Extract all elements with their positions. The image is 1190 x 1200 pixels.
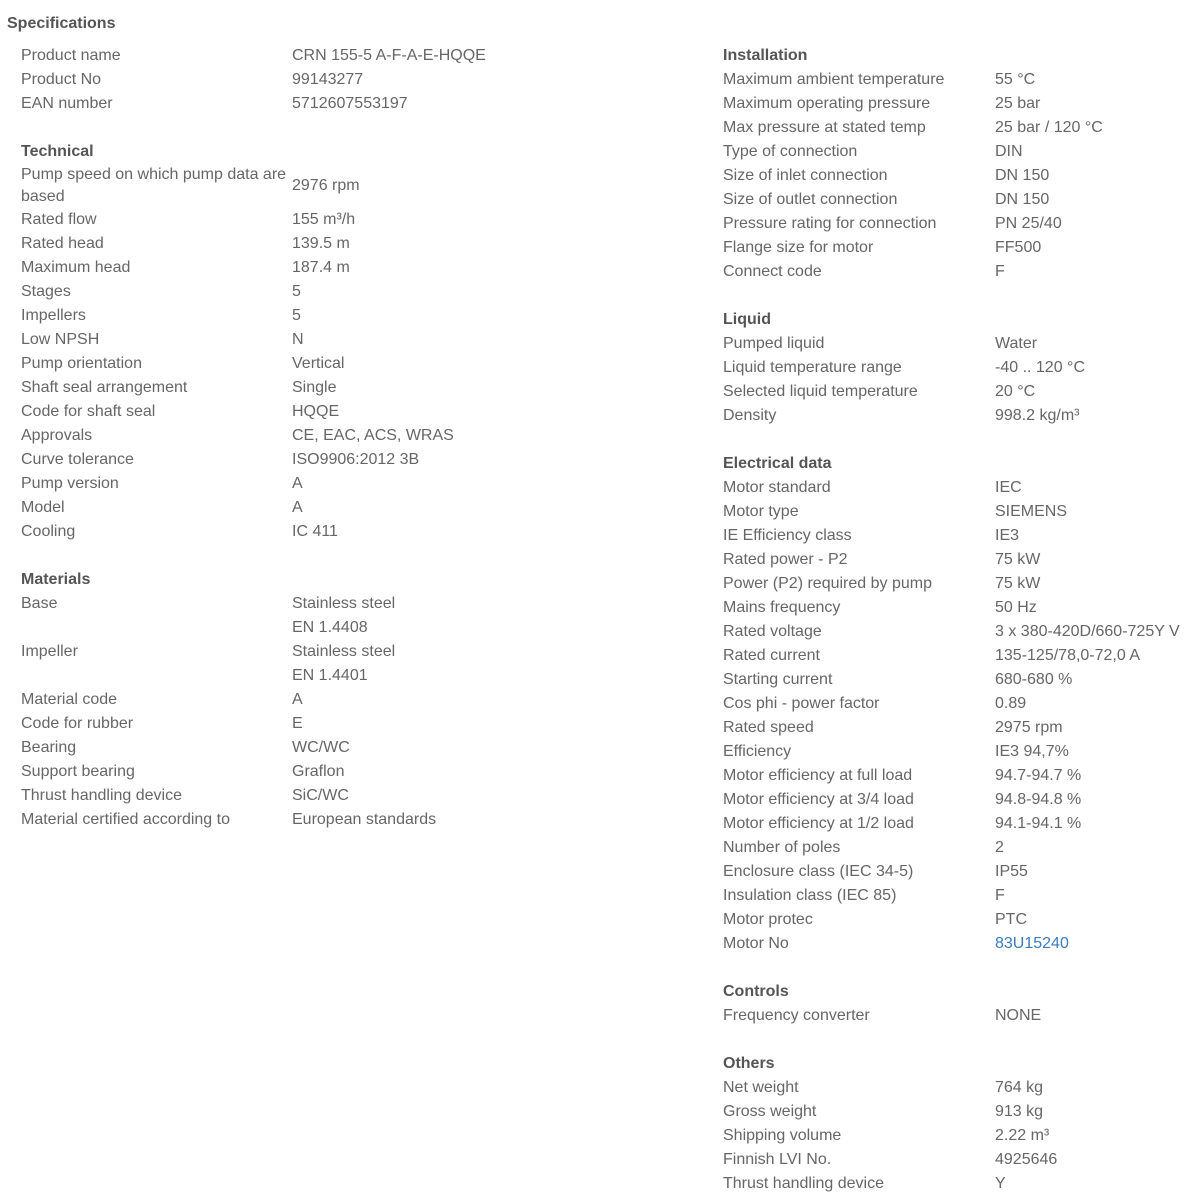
- spec-value: DN 150: [995, 191, 1050, 208]
- controls-rows: [723, 1004, 1190, 1028]
- spec-row: [21, 760, 581, 784]
- spec-value: Y: [995, 1175, 1006, 1192]
- spec-value: Stainless steel: [292, 595, 396, 612]
- spec-value: HQQE: [292, 403, 340, 420]
- spec-label: Motor efficiency at full load: [723, 767, 913, 784]
- spec-label: Pump version: [21, 475, 119, 492]
- electrical-rows: [723, 476, 1190, 932]
- spec-row: [723, 860, 1190, 884]
- spec-value: N: [292, 331, 304, 348]
- spec-row: [723, 884, 1190, 908]
- spec-value: 764 kg: [995, 1079, 1044, 1096]
- spec-label: IE Efficiency class: [723, 527, 852, 544]
- spec-row: [21, 520, 581, 544]
- section-electrical: [723, 452, 1190, 956]
- spec-row: [21, 164, 581, 208]
- spec-label: Impeller: [21, 643, 78, 660]
- section-title-others: Others: [723, 1055, 775, 1072]
- section-technical: [21, 140, 581, 544]
- spec-row: [21, 736, 581, 760]
- spec-row: [723, 620, 1190, 644]
- spec-value: 99143277: [292, 71, 364, 88]
- spec-label: Finnish LVI No.: [723, 1151, 832, 1168]
- spec-label: Code for shaft seal: [21, 403, 156, 420]
- spec-label: Rated head: [21, 235, 104, 252]
- spec-value: 4925646: [995, 1151, 1058, 1168]
- spec-label: Thrust handling device: [21, 787, 182, 804]
- spec-value: 155 m³/h: [292, 211, 356, 228]
- spec-label: Cos phi - power factor: [723, 695, 880, 712]
- section-title-technical: Technical: [21, 143, 94, 160]
- spec-value: 135-125/78,0-72,0 A: [995, 647, 1141, 664]
- spec-row: [723, 404, 1190, 428]
- spec-value: Water: [995, 335, 1038, 352]
- spec-label: Material certified according to: [21, 811, 230, 828]
- spec-row: [21, 68, 581, 92]
- spec-row: [21, 784, 581, 808]
- spec-row-motor-no: [723, 932, 1190, 956]
- section-gap: [723, 1028, 1190, 1052]
- section-title-controls: Controls: [723, 983, 789, 1000]
- spec-row: [21, 304, 581, 328]
- spec-label: Code for rubber: [21, 715, 134, 732]
- spec-value: A: [292, 475, 303, 492]
- section-general: [21, 44, 581, 116]
- spec-row: [723, 548, 1190, 572]
- spec-label: Gross weight: [723, 1103, 817, 1120]
- spec-value: 55 °C: [995, 71, 1036, 88]
- spec-value: PTC: [995, 911, 1027, 928]
- spec-row: [21, 280, 581, 304]
- spec-row: [723, 212, 1190, 236]
- spec-value: 50 Hz: [995, 599, 1037, 616]
- spec-row: [723, 164, 1190, 188]
- spec-label: Efficiency: [723, 743, 792, 760]
- spec-row: [21, 92, 581, 116]
- spec-label: Pump speed on which pump data are based: [21, 166, 287, 205]
- spec-label: Power (P2) required by pump: [723, 575, 932, 592]
- spec-label: Starting current: [723, 671, 833, 688]
- spec-label: Support bearing: [21, 763, 135, 780]
- spec-row: [723, 812, 1190, 836]
- spec-row: [21, 400, 581, 424]
- spec-label: Pump orientation: [21, 355, 142, 372]
- spec-value: EN 1.4401: [292, 667, 368, 684]
- section-title-electrical: Electrical data: [723, 455, 832, 472]
- spec-value: European standards: [292, 811, 437, 828]
- spec-value: FF500: [995, 239, 1042, 256]
- spec-value: EN 1.4408: [292, 619, 368, 636]
- spec-value: Stainless steel: [292, 643, 396, 660]
- spec-value: WC/WC: [292, 739, 350, 756]
- spec-label: Density: [723, 407, 777, 424]
- spec-row: [723, 596, 1190, 620]
- spec-value: E: [292, 715, 303, 732]
- spec-value: 94.8-94.8 %: [995, 791, 1082, 808]
- spec-value: 0.89: [995, 695, 1027, 712]
- spec-value: -40 .. 120 °C: [995, 359, 1085, 376]
- spec-row: [723, 68, 1190, 92]
- spec-label: Size of outlet connection: [723, 191, 898, 208]
- spec-label: EAN number: [21, 95, 113, 112]
- spec-row: [723, 716, 1190, 740]
- spec-row: [723, 476, 1190, 500]
- spec-value: CRN 155-5 A-F-A-E-HQQE: [292, 47, 486, 64]
- section-gap: [21, 116, 581, 140]
- spec-label: Rated speed: [723, 719, 814, 736]
- spec-row: [723, 332, 1190, 356]
- spec-label: Shaft seal arrangement: [21, 379, 188, 396]
- spec-value: 913 kg: [995, 1103, 1044, 1120]
- spec-value: ISO9906:2012 3B: [292, 451, 420, 468]
- spec-label: Maximum operating pressure: [723, 95, 931, 112]
- spec-row: [723, 908, 1190, 932]
- spec-label: Curve tolerance: [21, 451, 134, 468]
- spec-row: [723, 788, 1190, 812]
- spec-value: 20 °C: [995, 383, 1036, 400]
- spec-label: Shipping volume: [723, 1127, 842, 1144]
- spec-value: 2.22 m³: [995, 1127, 1050, 1144]
- general-rows: [21, 44, 581, 116]
- spec-value: 998.2 kg/m³: [995, 407, 1080, 424]
- spec-value: A: [292, 691, 303, 708]
- spec-row: [723, 764, 1190, 788]
- liquid-rows: [723, 332, 1190, 428]
- technical-rows: [21, 164, 581, 544]
- spec-label: Thrust handling device: [723, 1175, 884, 1192]
- spec-row: [723, 140, 1190, 164]
- spec-value: DN 150: [995, 167, 1050, 184]
- spec-label: Frequency converter: [723, 1007, 870, 1024]
- spec-row: [723, 1148, 1190, 1172]
- spec-label: Size of inlet connection: [723, 167, 888, 184]
- spec-value: IP55: [995, 863, 1028, 880]
- spec-row: [723, 1100, 1190, 1124]
- spec-value: 5: [292, 307, 301, 324]
- spec-value: 75 kW: [995, 575, 1041, 592]
- spec-value: IC 411: [292, 523, 338, 540]
- spec-row: [723, 92, 1190, 116]
- spec-row: [723, 116, 1190, 140]
- spec-label: Connect code: [723, 263, 822, 280]
- spec-row: [723, 1172, 1190, 1196]
- spec-value: Single: [292, 379, 337, 396]
- spec-label: Enclosure class (IEC 34-5): [723, 863, 914, 880]
- spec-label: Max pressure at stated temp: [723, 119, 926, 136]
- spec-label: Product No: [21, 71, 102, 88]
- spec-label: Motor type: [723, 503, 799, 520]
- spec-label: Cooling: [21, 523, 76, 540]
- spec-value: 2976 rpm: [292, 177, 360, 194]
- spec-row: [21, 712, 581, 736]
- spec-row: [21, 640, 581, 664]
- left-column: [21, 44, 581, 832]
- section-title-installation: Installation: [723, 47, 808, 64]
- section-gap: [21, 544, 581, 568]
- spec-label: Net weight: [723, 1079, 799, 1096]
- spec-row: [723, 836, 1190, 860]
- spec-label: Rated flow: [21, 211, 97, 228]
- spec-value: 25 bar: [995, 95, 1041, 112]
- spec-value: IE3: [995, 527, 1020, 544]
- spec-value: 5712607553197: [292, 95, 408, 112]
- section-gap: [723, 284, 1190, 308]
- spec-value: DIN: [995, 143, 1023, 160]
- spec-row: [723, 668, 1190, 692]
- spec-label: Liquid temperature range: [723, 359, 902, 376]
- spec-value: 5: [292, 283, 301, 300]
- section-title-materials: Materials: [21, 571, 91, 588]
- spec-label: Pumped liquid: [723, 335, 825, 352]
- spec-label: Mains frequency: [723, 599, 841, 616]
- spec-row: [723, 1076, 1190, 1100]
- spec-row: [723, 692, 1190, 716]
- spec-value: 94.1-94.1 %: [995, 815, 1082, 832]
- spec-label: Rated voltage: [723, 623, 822, 640]
- spec-row: [21, 44, 581, 68]
- spec-label: Maximum head: [21, 259, 131, 276]
- spec-row: [723, 500, 1190, 524]
- spec-value: 2: [995, 839, 1004, 856]
- spec-value: 139.5 m: [292, 235, 350, 252]
- section-gap: [723, 428, 1190, 452]
- spec-label: Base: [21, 595, 58, 612]
- installation-rows: [723, 68, 1190, 284]
- spec-value: PN 25/40: [995, 215, 1062, 232]
- spec-row: [21, 376, 581, 400]
- spec-row: [21, 616, 581, 640]
- spec-value: IE3 94,7%: [995, 743, 1069, 760]
- spec-label: Insulation class (IEC 85): [723, 887, 897, 904]
- spec-label: Rated power - P2: [723, 551, 848, 568]
- spec-value: 75 kW: [995, 551, 1041, 568]
- spec-row: [723, 740, 1190, 764]
- spec-value: NONE: [995, 1007, 1042, 1024]
- spec-row: [723, 1004, 1190, 1028]
- spec-label: Material code: [21, 691, 118, 708]
- motor-no-link[interactable]: 83U15240: [995, 935, 1069, 952]
- spec-value: 3 x 380-420D/660-725Y V: [995, 623, 1180, 640]
- spec-row: [21, 232, 581, 256]
- spec-value: 187.4 m: [292, 259, 350, 276]
- spec-label: Motor protec: [723, 911, 813, 928]
- spec-label: Approvals: [21, 427, 93, 444]
- materials-rows: [21, 592, 581, 832]
- spec-value: F: [995, 887, 1005, 904]
- spec-row: [723, 356, 1190, 380]
- section-liquid: [723, 308, 1190, 428]
- section-others: [723, 1052, 1190, 1196]
- spec-row: [21, 472, 581, 496]
- spec-row: [21, 664, 581, 688]
- spec-value: Graflon: [292, 763, 345, 780]
- spec-label: Type of connection: [723, 143, 858, 160]
- spec-value: F: [995, 263, 1005, 280]
- spec-label: Bearing: [21, 739, 77, 756]
- spec-row: [723, 260, 1190, 284]
- spec-row: [723, 380, 1190, 404]
- spec-label: Motor efficiency at 1/2 load: [723, 815, 914, 832]
- spec-row: [723, 236, 1190, 260]
- spec-value: 680-680 %: [995, 671, 1073, 688]
- spec-value: CE, EAC, ACS, WRAS: [292, 427, 454, 444]
- spec-row: [21, 688, 581, 712]
- spec-row: [723, 1124, 1190, 1148]
- spec-row: [21, 496, 581, 520]
- spec-value: Vertical: [292, 355, 345, 372]
- spec-value: IEC: [995, 479, 1022, 496]
- spec-label: Product name: [21, 47, 121, 64]
- spec-row: [723, 572, 1190, 596]
- spec-label: Motor efficiency at 3/4 load: [723, 791, 914, 808]
- section-title-liquid: Liquid: [723, 311, 771, 328]
- spec-value: 25 bar / 120 °C: [995, 119, 1103, 136]
- spec-label: Flange size for motor: [723, 239, 874, 256]
- spec-row: [723, 188, 1190, 212]
- spec-row: [21, 592, 581, 616]
- spec-label: Model: [21, 499, 65, 516]
- spec-row: [21, 352, 581, 376]
- spec-label: Maximum ambient temperature: [723, 71, 945, 88]
- page-title: Specifications: [7, 15, 116, 32]
- section-gap: [723, 956, 1190, 980]
- others-rows: [723, 1076, 1190, 1196]
- spec-row: [21, 256, 581, 280]
- spec-label: Selected liquid temperature: [723, 383, 918, 400]
- section-installation: [723, 44, 1190, 284]
- spec-label: Stages: [21, 283, 71, 300]
- spec-row: [21, 328, 581, 352]
- spec-label: Pressure rating for connection: [723, 215, 937, 232]
- section-controls: [723, 980, 1190, 1028]
- spec-value: 2975 rpm: [995, 719, 1063, 736]
- spec-label: Number of poles: [723, 839, 841, 856]
- spec-value: 94.7-94.7 %: [995, 767, 1082, 784]
- section-materials: [21, 568, 581, 832]
- spec-row: [723, 524, 1190, 548]
- spec-label: Rated current: [723, 647, 820, 664]
- spec-row: [21, 808, 581, 832]
- spec-label: Low NPSH: [21, 331, 100, 348]
- spec-row: [21, 448, 581, 472]
- spec-row: [723, 644, 1190, 668]
- spec-label: Motor standard: [723, 479, 831, 496]
- spec-value: A: [292, 499, 303, 516]
- spec-label: Impellers: [21, 307, 86, 324]
- spec-label: Motor No: [723, 935, 789, 952]
- right-column: [723, 44, 1190, 1196]
- spec-value: SiC/WC: [292, 787, 349, 804]
- spec-row: [21, 208, 581, 232]
- spec-row: [21, 424, 581, 448]
- spec-value: SIEMENS: [995, 503, 1068, 520]
